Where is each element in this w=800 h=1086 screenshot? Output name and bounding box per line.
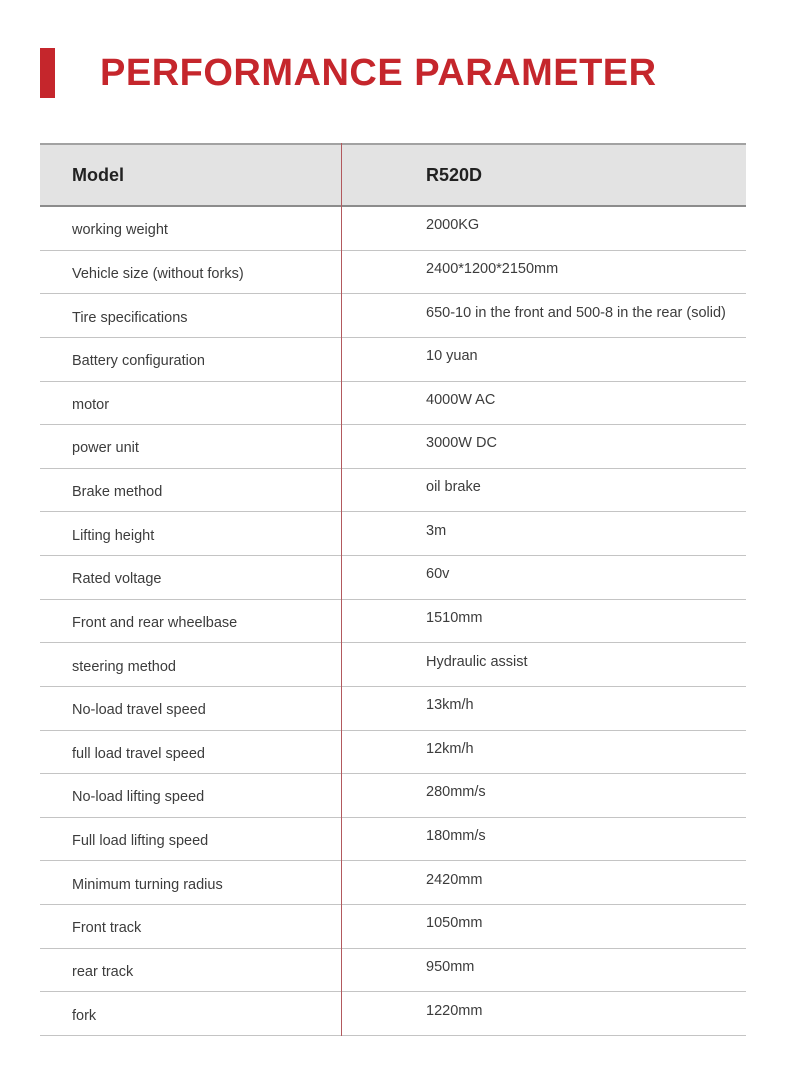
table-row: [40, 731, 746, 775]
spec-label: fork: [72, 1007, 97, 1024]
spec-label: Front track: [72, 920, 142, 937]
table-row: [40, 861, 746, 905]
spec-value: 10 yuan: [426, 348, 478, 365]
spec-value: 1510mm: [426, 609, 483, 626]
spec-value: 60v: [426, 566, 450, 583]
table-header-model: Model: [72, 164, 124, 185]
spec-label: Full load lifting speed: [72, 833, 209, 850]
spec-value: 12km/h: [426, 740, 474, 757]
spec-label: Rated voltage: [72, 571, 162, 588]
table-row: [40, 338, 746, 382]
table-header-model-value: R520D: [426, 164, 483, 185]
table-row: [40, 687, 746, 731]
spec-label: Lifting height: [72, 527, 155, 544]
spec-value: 4000W AC: [426, 391, 496, 408]
spec-label: Minimum turning radius: [72, 876, 223, 893]
table-row: [40, 512, 746, 556]
spec-value: 280mm/s: [426, 784, 486, 801]
table-row: [40, 774, 746, 818]
table-row: [40, 949, 746, 993]
table-row: [40, 425, 746, 469]
spec-value: 2420mm: [426, 871, 483, 888]
spec-value: 13km/h: [426, 697, 474, 714]
spec-label: full load travel speed: [72, 745, 205, 762]
spec-value: 2400*1200*2150mm: [426, 260, 559, 277]
spec-label: Tire specifications: [72, 309, 188, 326]
spec-label: Front and rear wheelbase: [72, 614, 238, 631]
performance-table: [40, 143, 746, 1036]
spec-value: 180mm/s: [426, 828, 486, 845]
spec-value: 3m: [426, 522, 447, 539]
spec-label: working weight: [72, 222, 168, 239]
table-row: [40, 469, 746, 513]
spec-label: No-load lifting speed: [72, 789, 205, 806]
spec-label: Brake method: [72, 484, 163, 501]
spec-value: 3000W DC: [426, 435, 497, 452]
table-row: [40, 251, 746, 295]
spec-label: Vehicle size (without forks): [72, 265, 244, 282]
section-header: [40, 48, 657, 98]
table-row: [40, 207, 746, 251]
table-row: [40, 818, 746, 862]
table-row: [40, 556, 746, 600]
spec-value: 1050mm: [426, 915, 483, 932]
spec-value: 950mm: [426, 958, 475, 975]
spec-label: power unit: [72, 440, 139, 457]
table-header-row: [40, 143, 746, 207]
spec-value: 650-10 in the front and 500-8 in the rear (solid): [426, 304, 726, 321]
table-row: [40, 905, 746, 949]
table-row: [40, 294, 746, 338]
spec-label: steering method: [72, 658, 176, 675]
spec-label: rear track: [72, 963, 134, 980]
spec-label: motor: [72, 396, 110, 413]
spec-value: Hydraulic assist: [426, 653, 528, 670]
page-title: PERFORMANCE PARAMETER: [100, 52, 657, 94]
spec-value: 1220mm: [426, 1002, 483, 1019]
table-row: [40, 600, 746, 644]
title-accent-bar: [40, 48, 55, 98]
table-row: [40, 643, 746, 687]
spec-label: No-load travel speed: [72, 702, 206, 719]
spec-value: oil brake: [426, 479, 481, 496]
spec-label: Battery configuration: [72, 353, 205, 370]
table-row: [40, 992, 746, 1036]
spec-value: 2000KG: [426, 217, 480, 234]
spec-table-body: [40, 207, 746, 1036]
table-row: [40, 382, 746, 426]
